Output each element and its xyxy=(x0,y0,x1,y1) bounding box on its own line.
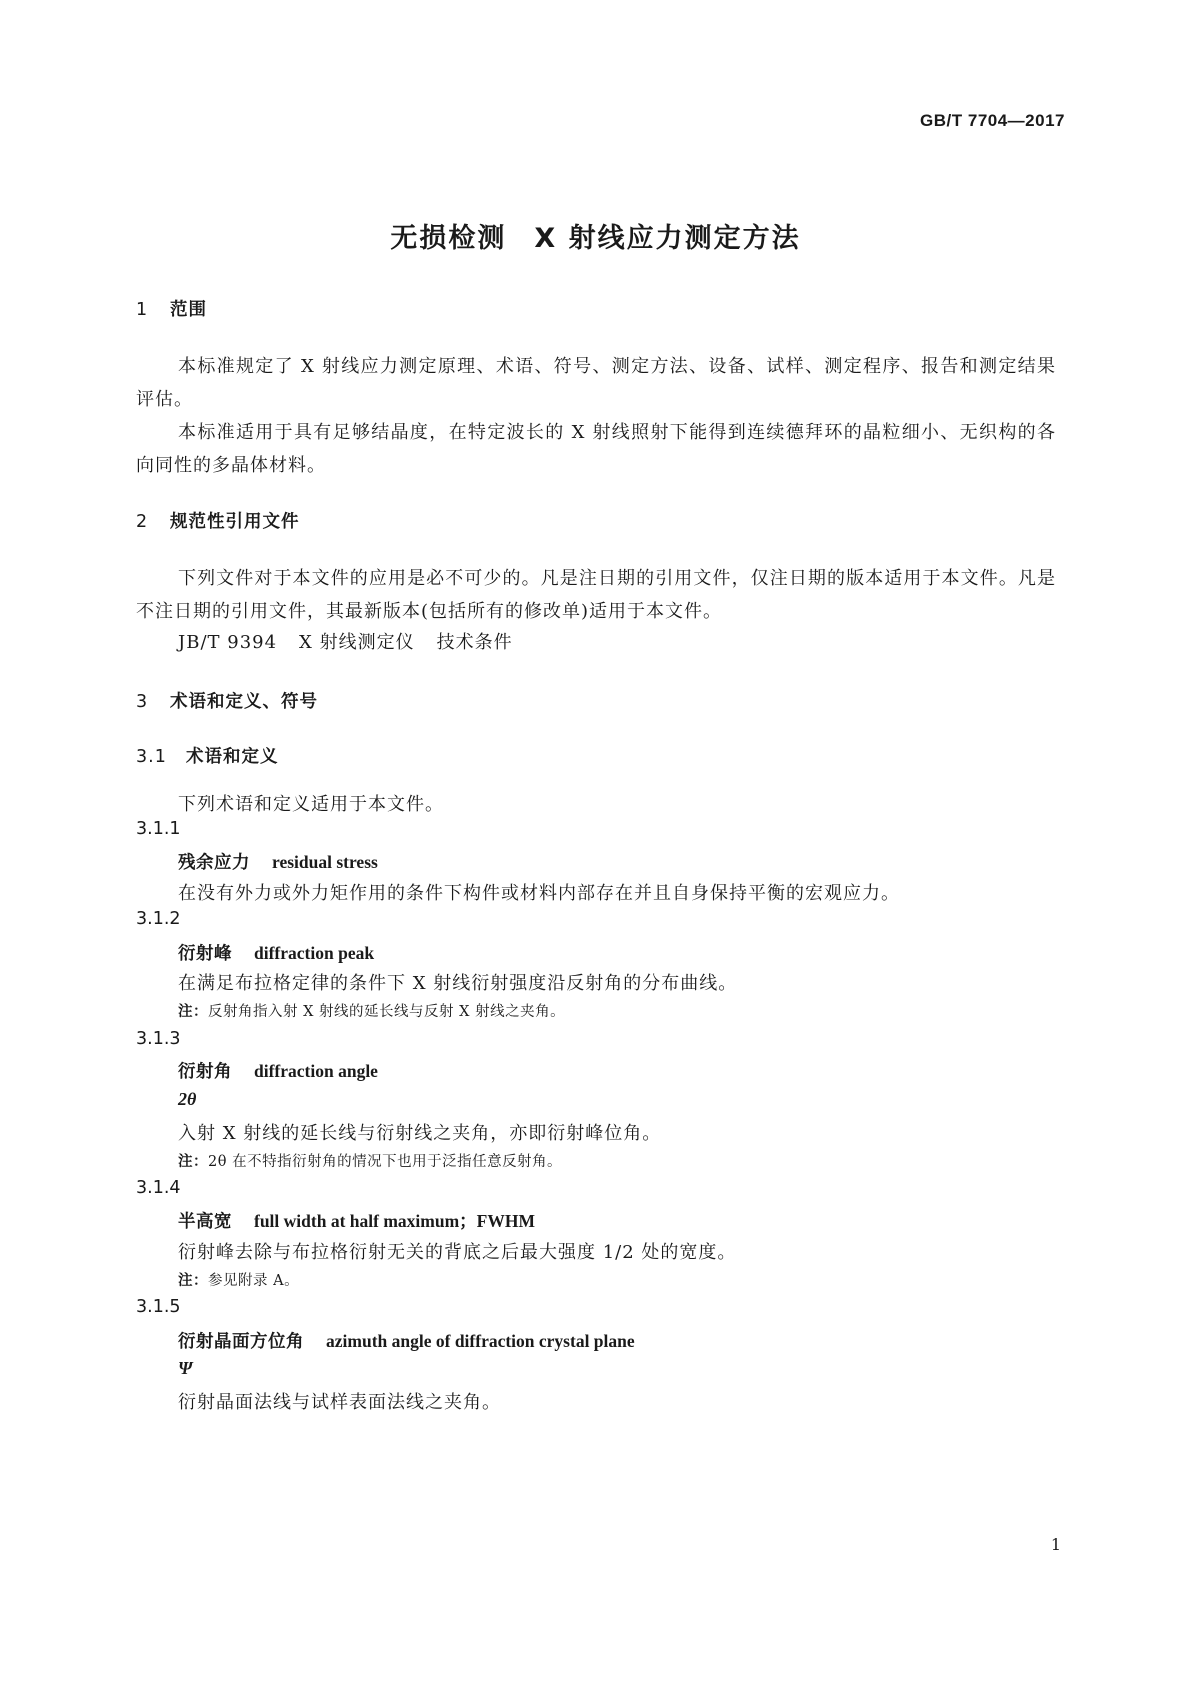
section-title: 规范性引用文件 xyxy=(170,512,300,532)
term-definition: 入射 X 射线的延长线与衍射线之夹角，亦即衍射峰位角。 xyxy=(178,1123,662,1144)
term-definition: 衍射晶面法线与试样表面法线之夹角。 xyxy=(178,1392,501,1413)
term-name xyxy=(178,940,374,965)
terms-intro: 下列术语和定义适用于本文件。 xyxy=(178,794,444,815)
term-number: 3.1.2 xyxy=(136,909,181,929)
term-number: 3.1.4 xyxy=(136,1178,181,1198)
note-text: 2θ 在不特指衍射角的情况下也用于泛指任意反射角。 xyxy=(208,1154,563,1170)
reference-subtitle: 技术条件 xyxy=(436,632,513,653)
term-number: 3.1.5 xyxy=(136,1297,181,1317)
section-title: 术语和定义、符号 xyxy=(170,692,318,712)
reference-title: X 射线测定仪 xyxy=(299,632,415,653)
term-definition: 衍射峰去除与布拉格衍射无关的背底之后最大强度 1/2 处的宽度。 xyxy=(178,1242,737,1263)
section-number: 2 xyxy=(136,512,149,532)
reference-item xyxy=(178,628,513,654)
term-name xyxy=(178,1328,635,1353)
standard-code: GB/T 7704—2017 xyxy=(920,111,1065,130)
section-2-heading xyxy=(136,508,300,533)
term-definition: 在满足布拉格定律的条件下 X 射线衍射强度沿反射角的分布曲线。 xyxy=(178,973,738,994)
reference-code: JB/T 9394 xyxy=(178,632,278,653)
term-note xyxy=(178,1150,562,1171)
section-1-heading xyxy=(136,296,207,321)
section-3-1-heading xyxy=(136,743,279,768)
section-number: 3 xyxy=(136,692,149,712)
term-en: full width at half maximum；FWHM xyxy=(254,1211,535,1231)
note-text: 参见附录 A。 xyxy=(208,1273,300,1289)
term-definition: 在没有外力或外力矩作用的条件下构件或材料内部存在并且自身保持平衡的宏观应力。 xyxy=(178,883,900,904)
section-number: 1 xyxy=(136,300,149,320)
term-name xyxy=(178,849,378,874)
term-zh: 残余应力 xyxy=(178,853,250,873)
term-en: azimuth angle of diffraction crystal plane xyxy=(326,1331,635,1351)
term-en: residual stress xyxy=(272,852,378,872)
section-number: 3.1 xyxy=(136,747,167,767)
note-label: 注： xyxy=(178,1273,208,1289)
term-name xyxy=(178,1208,535,1233)
section-3-heading xyxy=(136,688,318,713)
section-title: 范围 xyxy=(170,300,207,320)
term-note xyxy=(178,1269,299,1290)
term-zh: 衍射晶面方位角 xyxy=(178,1332,304,1352)
page-number: 1 xyxy=(1050,1535,1061,1554)
term-symbol: 2θ xyxy=(178,1089,197,1109)
term-number: 3.1.3 xyxy=(136,1029,181,1049)
scope-paragraph-2: 本标准适用于具有足够结晶度，在特定波长的 X 射线照射下能得到连续德拜环的晶粒细小、无织构的各向同性的多晶体材料。 xyxy=(136,422,1056,476)
term-zh: 半高宽 xyxy=(178,1212,232,1232)
title-part1: 无损检测 xyxy=(390,223,507,254)
note-label: 注： xyxy=(178,1004,208,1020)
term-en: diffraction peak xyxy=(254,943,375,963)
term-en: diffraction angle xyxy=(254,1061,378,1081)
term-number: 3.1.1 xyxy=(136,819,181,839)
section-title: 术语和定义 xyxy=(186,747,279,767)
references-paragraph: 下列文件对于本文件的应用是必不可少的。凡是注日期的引用文件，仅注日期的版本适用于本文件。凡是不注日期的引用文件，其最新版本(包括所有的修改单)适用于本文件。 xyxy=(136,568,1056,622)
note-text: 反射角指入射 X 射线的延长线与反射 X 射线之夹角。 xyxy=(208,1004,566,1020)
term-zh: 衍射峰 xyxy=(178,944,232,964)
term-name xyxy=(178,1058,378,1083)
term-zh: 衍射角 xyxy=(178,1062,232,1082)
term-note xyxy=(178,1000,565,1021)
term-symbol: Ψ xyxy=(178,1358,193,1378)
title-part2: X 射线应力测定方法 xyxy=(534,223,801,254)
scope-paragraph-1: 本标准规定了 X 射线应力测定原理、术语、符号、测定方法、设备、试样、测定程序、报告和测定结果评估。 xyxy=(136,356,1056,410)
document-title xyxy=(0,216,1191,255)
note-label: 注： xyxy=(178,1154,208,1170)
